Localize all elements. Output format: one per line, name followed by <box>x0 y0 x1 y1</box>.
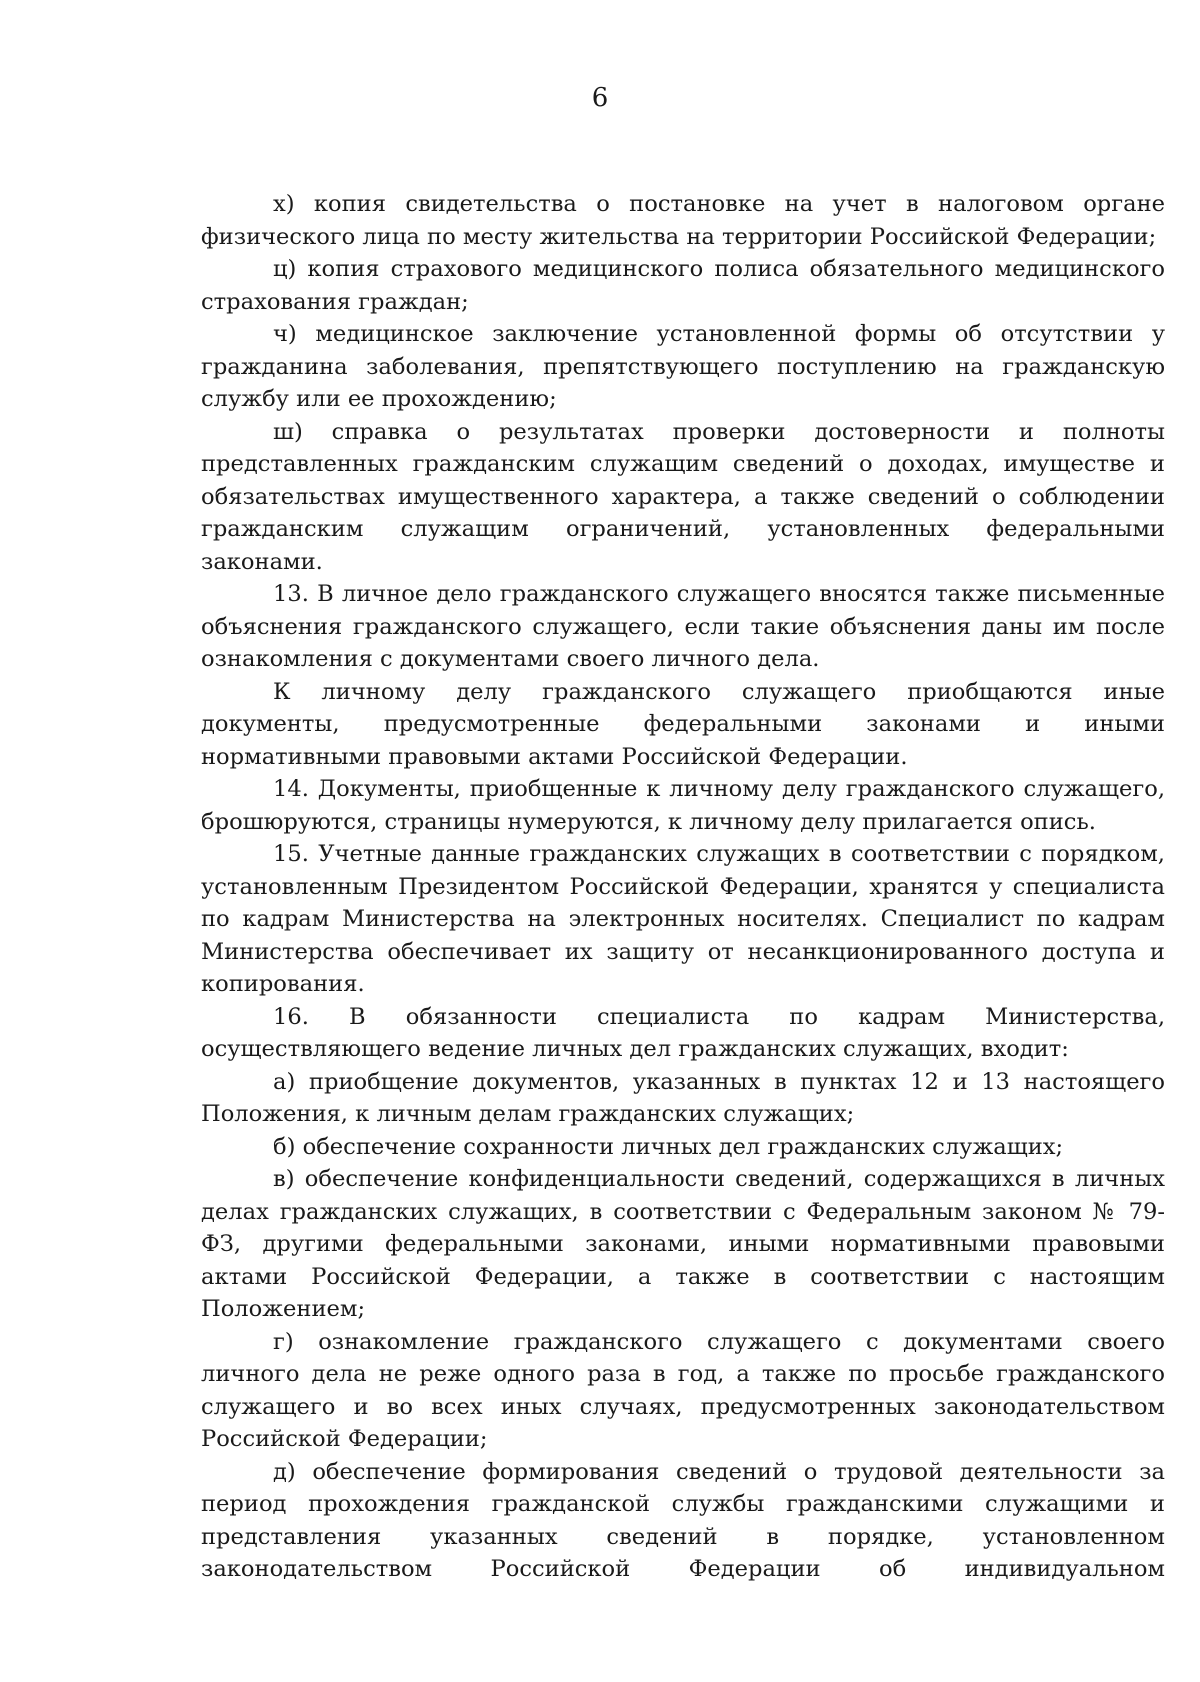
item-v-confidentiality: в) обеспечение конфиденциальности сведений, содержащихся в личных делах гражданских служащих, в соответствии с Федеральным законом № 79-ФЗ, другими федеральными законами, иными нормативными правовыми актами Российской Федерации, а также в соответствии с настоящим Положением; <box>201 1166 1165 1322</box>
clause-16: 16. В обязанности специалиста по кадрам Министерства, осуществляющего ведение личных дел гражданских служащих, входит: <box>201 1003 1165 1062</box>
clause-13: 13. В личное дело гражданского служащего вносятся также письменные объяснения гражданского служащего, если такие объяснения даны им после ознакомления с документами своего личного дела. <box>201 581 1165 672</box>
item-ch-medical-report: ч) медицинское заключение установленной формы об отсутствии у гражданина заболевания, препятствующего поступлению на гражданскую службу или ее прохождению; <box>201 321 1165 412</box>
page-number: 6 <box>591 83 609 113</box>
item-sh-verification-certificate: ш) справка о результатах проверки достоверности и полноты представленных гражданским служащим сведений о доходах, имуществе и обязательствах имущественного характера, а также сведений о соблюдении гражданским служащим ограничений, установленных федеральными законами. <box>201 418 1165 575</box>
item-kh-tax-certificate: х) копия свидетельства о постановке на учет в налоговом органе физического лица по месту жительства на территории Российской Федерации; <box>201 191 1165 250</box>
clause-14: 14. Документы, приобщенные к личному делу гражданского служащего, брошюруются, страницы нумеруются, к личному делу прилагается опись. <box>201 776 1165 835</box>
clause-15: 15. Учетные данные гражданских служащих в соответствии с порядком, установленным Президентом Российской Федерации, хранятся у специалиста по кадрам Министерства на электронных носителях. Специалист по кадрам Министерства обеспечивает их защиту от несанкционированного доступа и копирования. <box>201 841 1165 997</box>
item-d-employment-records: д) обеспечение формирования сведений о трудовой деятельности за период прохождения гражданской службы гражданскими служащими и представления указанных сведений в порядке, установленном законодательством Российской Федерации об индивидуальном <box>201 1458 1165 1582</box>
clause-13-additional-documents: К личному делу гражданского служащего приобщаются иные документы, предусмотренные федеральными законами и иными нормативными правовыми актами Российской Федерации. <box>201 678 1165 770</box>
document-body <box>201 188 1165 1586</box>
item-b-safekeeping: б) обеспечение сохранности личных дел гражданских служащих; <box>273 1133 1064 1160</box>
item-ts-medical-policy: ц) копия страхового медицинского полиса обязательного медицинского страхования граждан; <box>201 256 1165 315</box>
item-g-familiarization: г) ознакомление гражданского служащего с документами своего личного дела не реже одного раза в год, а также по просьбе гражданского служащего и во всех иных случаях, предусмотренных законодательством Российской Федерации; <box>201 1328 1165 1452</box>
item-a-attach-documents: а) приобщение документов, указанных в пунктах 12 и 13 настоящего Положения, к личным делам гражданских служащих; <box>201 1068 1165 1127</box>
